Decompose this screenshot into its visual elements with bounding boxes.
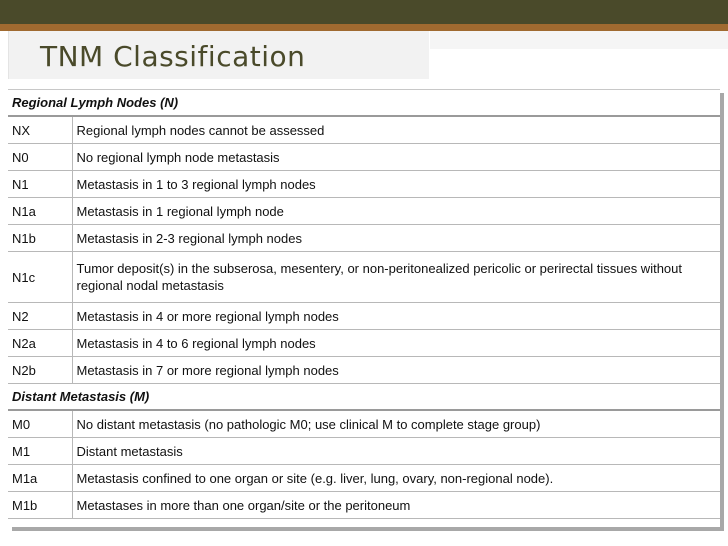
stage-description: Regional lymph nodes cannot be assessed [72, 116, 720, 144]
title-accent-strip [430, 31, 728, 49]
stage-code: N1 [8, 171, 72, 198]
table-row [8, 144, 720, 171]
table-row [8, 303, 720, 330]
stage-description: Distant metastasis [72, 438, 720, 465]
stage-code: N2b [8, 357, 72, 384]
stage-description: Metastasis in 1 to 3 regional lymph nodes [72, 171, 720, 198]
section-header-row [8, 384, 720, 411]
section-heading: Regional Lymph Nodes (N) [8, 90, 720, 116]
table-row [8, 492, 720, 519]
tnm-table-panel [8, 89, 720, 527]
stage-description: No regional lymph node metastasis [72, 144, 720, 171]
stage-description: Metastasis in 1 regional lymph node [72, 198, 720, 225]
stage-description: Metastases in more than one organ/site or the peritoneum [72, 492, 720, 519]
table-row [8, 252, 720, 303]
table-row [8, 330, 720, 357]
table-row [8, 116, 720, 144]
stage-description: Tumor deposit(s) in the subserosa, mesentery, or non-peritonealized pericolic or perirectal tissues without regional nodal metastasis [72, 252, 720, 303]
stage-code: N1c [8, 252, 72, 303]
stage-code: N0 [8, 144, 72, 171]
stage-code: M1b [8, 492, 72, 519]
stage-description: Metastasis in 2-3 regional lymph nodes [72, 225, 720, 252]
tnm-table [8, 90, 720, 519]
stage-description: No distant metastasis (no pathologic M0; use clinical M to complete stage group) [72, 410, 720, 438]
stage-code: NX [8, 116, 72, 144]
stage-code: N2a [8, 330, 72, 357]
slide-title: TNM Classification [40, 40, 306, 73]
stage-code: N1a [8, 198, 72, 225]
section-heading: Distant Metastasis (M) [8, 384, 720, 411]
table-row [8, 410, 720, 438]
accent-stripe [0, 24, 728, 31]
stage-code: M1 [8, 438, 72, 465]
stage-description: Metastasis confined to one organ or site (e.g. liver, lung, ovary, non-regional node). [72, 465, 720, 492]
stage-description: Metastasis in 4 or more regional lymph nodes [72, 303, 720, 330]
stage-code: M0 [8, 410, 72, 438]
header-bar [0, 0, 728, 24]
table-row [8, 171, 720, 198]
table-row [8, 465, 720, 492]
stage-description: Metastasis in 4 to 6 regional lymph nodes [72, 330, 720, 357]
table-row [8, 438, 720, 465]
table-row [8, 357, 720, 384]
stage-code: M1a [8, 465, 72, 492]
section-header-row [8, 90, 720, 116]
table-row [8, 198, 720, 225]
stage-description: Metastasis in 7 or more regional lymph nodes [72, 357, 720, 384]
stage-code: N1b [8, 225, 72, 252]
table-row [8, 225, 720, 252]
stage-code: N2 [8, 303, 72, 330]
